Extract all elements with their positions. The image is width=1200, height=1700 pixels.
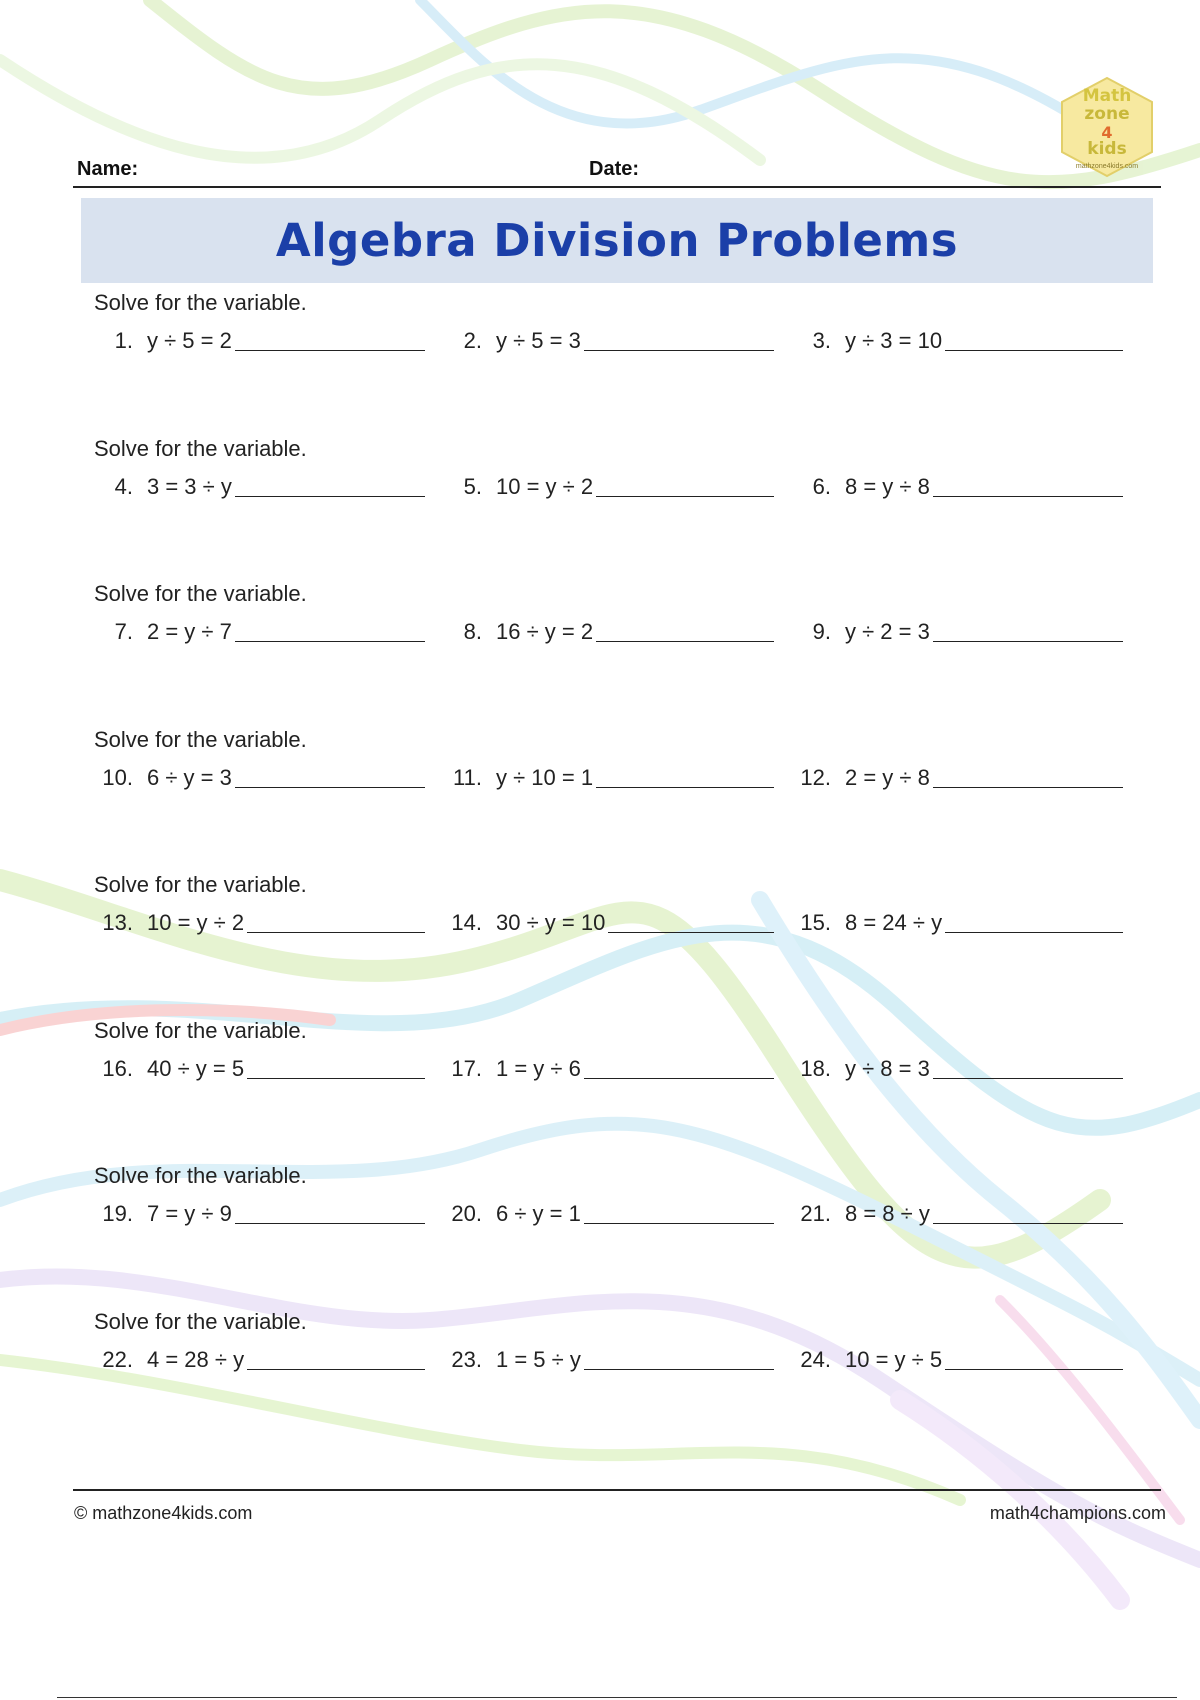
problem-equation: 1 = 5 ÷ y <box>496 1346 581 1372</box>
problem-item <box>97 470 425 500</box>
problem-item <box>795 1052 1123 1082</box>
problem-equation: 7 = y ÷ 9 <box>147 1201 232 1226</box>
problem-equation: y ÷ 8 = 3 <box>845 1055 930 1081</box>
problem-item <box>795 615 1123 645</box>
problem-equation: 3 = 3 ÷ y <box>147 473 232 499</box>
problem-number: 7. <box>114 619 133 644</box>
answer-blank[interactable] <box>235 619 425 642</box>
logo-line-2: zone <box>1084 104 1130 124</box>
problem-number: 17. <box>451 1055 482 1081</box>
problem-equation: 10 = y ÷ 2 <box>496 473 594 499</box>
problem-equation: 8 = 24 ÷ y <box>845 910 943 935</box>
instruction: Solve for the variable. <box>94 1163 307 1188</box>
header-rule <box>73 186 1161 188</box>
problem-item <box>795 324 1123 354</box>
answer-blank[interactable] <box>933 1201 1123 1224</box>
problem-number: 4. <box>114 473 133 499</box>
problem-equation: 10 = y ÷ 5 <box>845 1346 943 1372</box>
answer-blank[interactable] <box>596 474 774 497</box>
problem-number: 11. <box>453 764 482 790</box>
problem-item <box>446 615 774 645</box>
problem-number: 23. <box>451 1346 482 1372</box>
name-label: Name: <box>77 158 139 180</box>
problem-item <box>795 1197 1123 1227</box>
instruction: Solve for the variable. <box>94 435 307 461</box>
footer-rule <box>73 1489 1161 1491</box>
answer-blank[interactable] <box>596 765 774 788</box>
problem-item <box>97 324 425 354</box>
answer-blank[interactable] <box>596 619 774 642</box>
answer-blank[interactable] <box>933 765 1123 788</box>
problem-number: 9. <box>812 619 831 644</box>
page-title: Algebra Division Problems <box>275 214 959 267</box>
instruction: Solve for the variable. <box>94 1308 307 1334</box>
problem-number: 13. <box>102 910 133 935</box>
problem-item <box>446 906 774 936</box>
problem-item <box>795 906 1123 936</box>
site-logo <box>1058 76 1156 178</box>
problem-number: 15. <box>800 910 831 935</box>
problem-item <box>795 761 1123 791</box>
problem-item <box>446 470 774 500</box>
problem-number: 18. <box>800 1055 831 1081</box>
problem-equation: 6 ÷ y = 1 <box>496 1201 581 1226</box>
answer-blank[interactable] <box>933 1056 1123 1079</box>
problem-number: 6. <box>812 473 831 499</box>
problem-equation: 6 ÷ y = 3 <box>147 764 232 790</box>
problem-number: 22. <box>102 1346 133 1372</box>
answer-blank[interactable] <box>584 1056 774 1079</box>
problem-number: 8. <box>463 619 482 644</box>
problem-number: 14. <box>451 910 482 935</box>
answer-blank[interactable] <box>235 1201 425 1224</box>
answer-blank[interactable] <box>945 1347 1123 1370</box>
answer-blank[interactable] <box>933 619 1123 642</box>
instruction: Solve for the variable. <box>94 872 307 897</box>
date-label: Date: <box>589 158 640 180</box>
problem-item <box>97 906 425 936</box>
problem-item <box>97 1197 425 1227</box>
problem-number: 1. <box>114 328 133 353</box>
problem-item <box>446 761 774 791</box>
problem-equation: 10 = y ÷ 2 <box>147 910 245 935</box>
problem-number: 21. <box>800 1201 831 1226</box>
page-bottom-rule <box>57 1697 1177 1698</box>
title-band <box>81 198 1153 283</box>
problem-item <box>795 470 1123 500</box>
problem-number: 19. <box>102 1201 133 1226</box>
problem-equation: y ÷ 3 = 10 <box>845 328 943 353</box>
footer-copyright: © mathzone4kids.com <box>74 1503 253 1523</box>
problem-item <box>795 1343 1123 1373</box>
problem-number: 5. <box>463 473 482 499</box>
problem-number: 3. <box>812 328 831 353</box>
problem-item <box>446 1343 774 1373</box>
problem-equation: y ÷ 10 = 1 <box>496 764 594 790</box>
footer-site: math4champions.com <box>989 1503 1166 1523</box>
problem-item <box>97 1343 425 1373</box>
problem-equation: 8 = 8 ÷ y <box>845 1201 930 1226</box>
answer-blank[interactable] <box>247 1056 425 1079</box>
answer-blank[interactable] <box>584 328 774 351</box>
answer-blank[interactable] <box>247 910 425 933</box>
logo-site: mathzone4kids.com <box>1075 163 1139 170</box>
problem-number: 16. <box>102 1055 133 1081</box>
answer-blank[interactable] <box>608 910 774 933</box>
problem-number: 12. <box>800 764 831 790</box>
problem-equation: 2 = y ÷ 7 <box>147 619 232 644</box>
instruction: Solve for the variable. <box>94 290 307 315</box>
answer-blank[interactable] <box>235 765 425 788</box>
problem-equation: y ÷ 5 = 2 <box>147 328 232 353</box>
problem-equation: 4 = 28 ÷ y <box>147 1346 245 1372</box>
answer-blank[interactable] <box>584 1201 774 1224</box>
problem-item <box>446 1197 774 1227</box>
problem-number: 10. <box>102 764 133 790</box>
problem-equation: y ÷ 2 = 3 <box>845 619 930 644</box>
answer-blank[interactable] <box>235 328 425 351</box>
logo-line-4: kids <box>1087 139 1127 159</box>
instruction: Solve for the variable. <box>94 581 307 606</box>
problem-equation: 2 = y ÷ 8 <box>845 764 930 790</box>
answer-blank[interactable] <box>933 474 1123 497</box>
problem-number: 2. <box>463 328 482 353</box>
problem-item <box>97 1052 425 1082</box>
problem-equation: 40 ÷ y = 5 <box>147 1055 245 1081</box>
problem-equation: 8 = y ÷ 8 <box>845 473 930 499</box>
answer-blank[interactable] <box>945 910 1123 933</box>
problem-equation: 1 = y ÷ 6 <box>496 1055 581 1081</box>
instruction: Solve for the variable. <box>94 726 307 752</box>
problem-item <box>446 324 774 354</box>
problem-equation: 16 ÷ y = 2 <box>496 619 594 644</box>
problem-item <box>446 1052 774 1082</box>
problem-equation: 30 ÷ y = 10 <box>496 910 606 935</box>
problem-item <box>97 615 425 645</box>
answer-blank[interactable] <box>235 474 425 497</box>
problem-equation: y ÷ 5 = 3 <box>496 328 581 353</box>
instruction: Solve for the variable. <box>94 1017 307 1043</box>
problem-item <box>97 761 425 791</box>
answer-blank[interactable] <box>584 1347 774 1370</box>
answer-blank[interactable] <box>945 328 1123 351</box>
problem-number: 20. <box>451 1201 482 1226</box>
problem-number: 24. <box>800 1346 831 1372</box>
answer-blank[interactable] <box>247 1347 425 1370</box>
logo-line-3: 4 <box>1101 123 1113 142</box>
logo-line-1: Math <box>1082 86 1132 106</box>
